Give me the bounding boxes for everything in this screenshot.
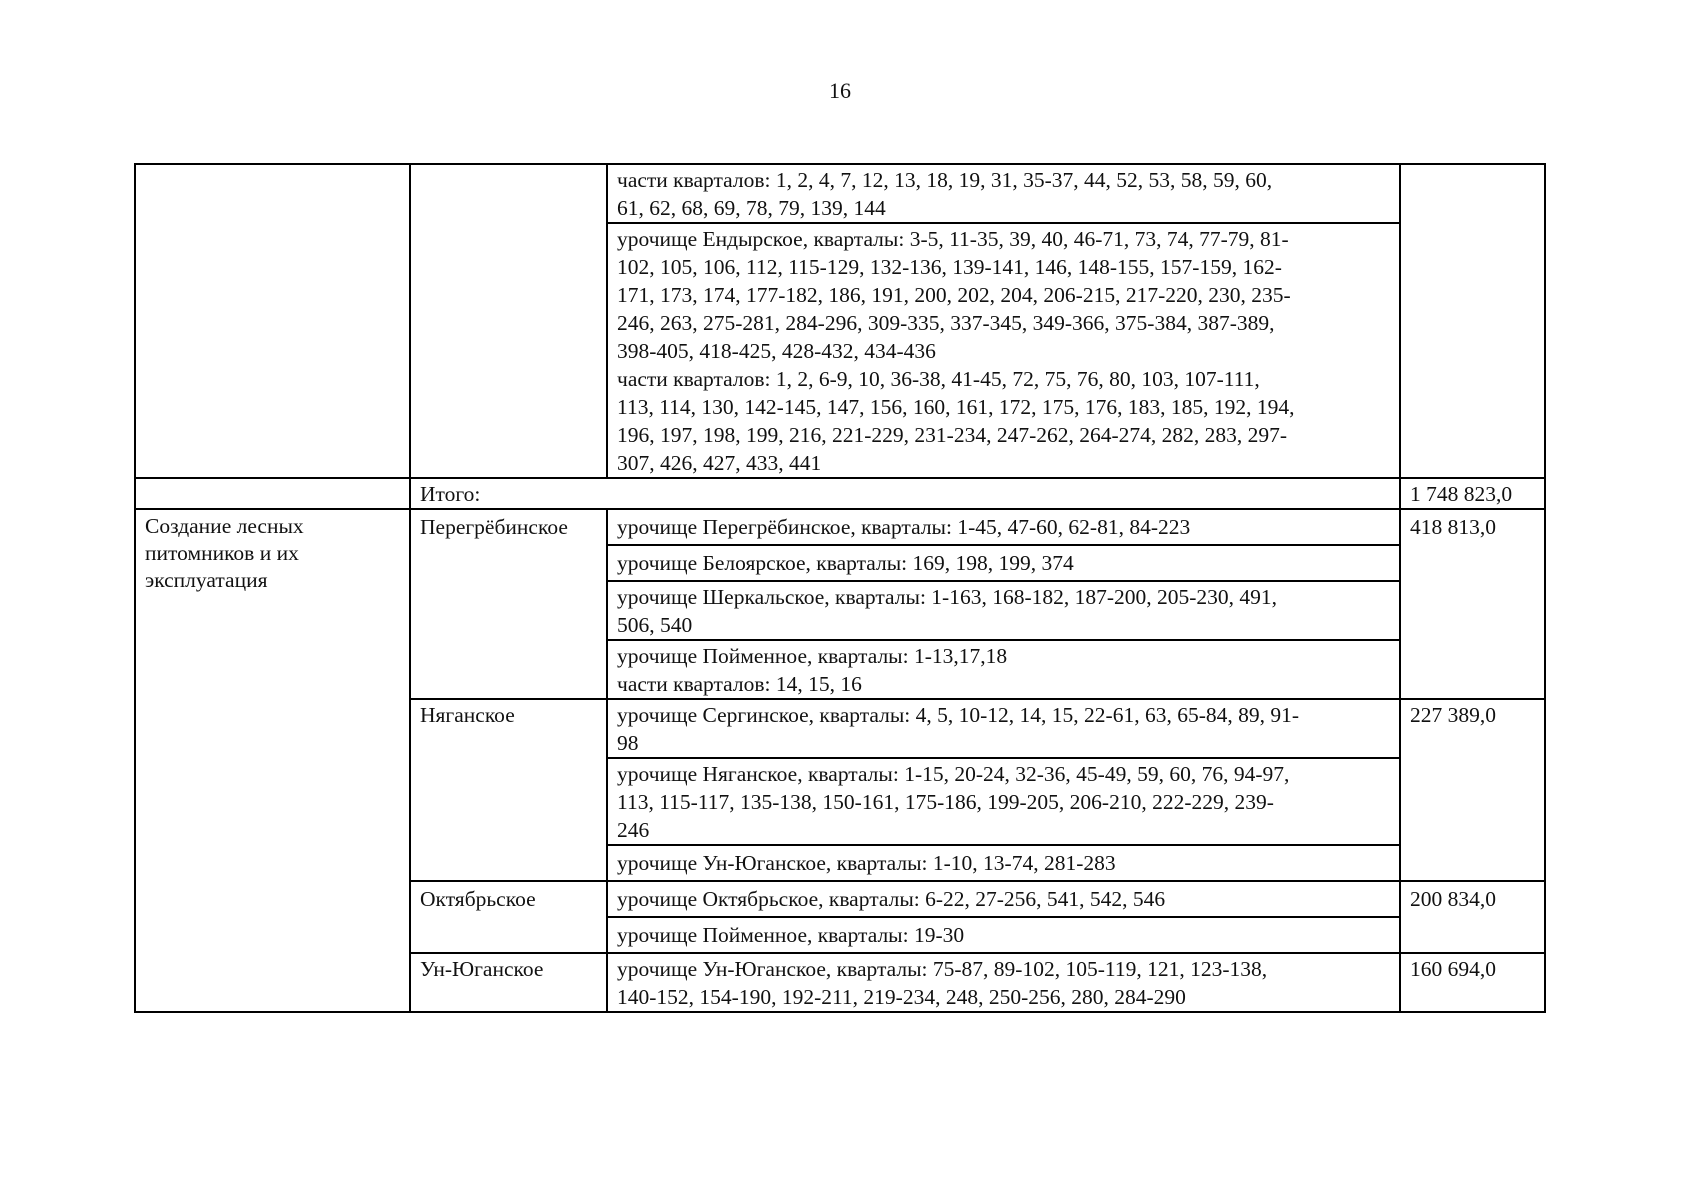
table-row — [135, 509, 1545, 545]
forestry-name: Перегрёбинское — [410, 509, 607, 699]
tract-cell: урочище Октябрьское, кварталы: 6-22, 27-256, 541, 542, 546 — [607, 881, 1400, 917]
total-label: Итого: — [410, 478, 1400, 509]
forestry-area: 227 389,0 — [1400, 699, 1545, 881]
area-cell-empty — [1400, 164, 1545, 478]
activity-cell-empty — [135, 164, 410, 478]
tract-cell: урочище Шеркальское, кварталы: 1-163, 168-182, 187-200, 205-230, 491, 506, 540 — [607, 581, 1400, 640]
activity-cell-empty — [135, 478, 410, 509]
forestry-name: Ун-Юганское — [410, 953, 607, 1012]
tract-cell: урочище Ун-Юганское, кварталы: 1-10, 13-74, 281-283 — [607, 845, 1400, 881]
total-row — [135, 478, 1545, 509]
tract-cell: урочище Сергинское, кварталы: 4, 5, 10-12, 14, 15, 22-61, 63, 65-84, 89, 91- 98 — [607, 699, 1400, 758]
tract-cell: урочище Белоярское, кварталы: 169, 198, 199, 374 — [607, 545, 1400, 581]
tract-cell: урочище Ендырское, кварталы: 3-5, 11-35, 39, 40, 46-71, 73, 74, 77-79, 81- 102, 105, 106, 112, 115-129, 132-136, 139-141, 146, 148-155, 157-159, 162- 171, 173, 174, 177-182, 186, 191, 200, 202, 204, 206-215, 217-220, 230, 235- 246, 263, 275-281, 284-296, 309-335, 337-345, 349-366, 375-384, 387-389, 398-405, 418-425, 428-432, 434-436 части кварталов: 1, 2, 6-9, 10, 36-38, 41-45, 72, 75, 76, 80, 103, 107-111, 113, 114, 130, 142-145, 147, 156, 160, 161, 172, 175, 176, 183, 185, 192, 194, 196, 197, 198, 199, 216, 221-229, 231-234, 247-262, 264-274, 282, 283, 297- 307, 426, 427, 433, 441 — [607, 223, 1400, 478]
forestry-area: 418 813,0 — [1400, 509, 1545, 699]
forestry-area: 160 694,0 — [1400, 953, 1545, 1012]
forest-quarters-table — [134, 163, 1546, 1013]
page-number: 16 — [829, 78, 851, 103]
tract-cell: урочище Пойменное, кварталы: 1-13,17,18 части кварталов: 14, 15, 16 — [607, 640, 1400, 699]
tract-cell: части кварталов: 1, 2, 4, 7, 12, 13, 18, 19, 31, 35-37, 44, 52, 53, 58, 59, 60, 61, 62, 68, 69, 78, 79, 139, 144 — [607, 164, 1400, 223]
tract-cell: урочище Няганское, кварталы: 1-15, 20-24, 32-36, 45-49, 59, 60, 76, 94-97, 113, 115-117, 135-138, 150-161, 175-186, 199-205, 206-210, 222-229, 239- 246 — [607, 758, 1400, 845]
activity-cell: Создание лесных питомников и их эксплуатация — [135, 509, 410, 1012]
tract-cell: урочище Пойменное, кварталы: 19-30 — [607, 917, 1400, 953]
forestry-cell-empty — [410, 164, 607, 478]
total-value: 1 748 823,0 — [1400, 478, 1545, 509]
forestry-name: Няганское — [410, 699, 607, 881]
tract-cell: урочище Ун-Юганское, кварталы: 75-87, 89-102, 105-119, 121, 123-138, 140-152, 154-190, 192-211, 219-234, 248, 250-256, 280, 284-290 — [607, 953, 1400, 1012]
table-row — [135, 164, 1545, 223]
forestry-area: 200 834,0 — [1400, 881, 1545, 953]
forestry-name: Октябрьское — [410, 881, 607, 953]
tract-cell: урочище Перегрёбинское, кварталы: 1-45, 47-60, 62-81, 84-223 — [607, 509, 1400, 545]
